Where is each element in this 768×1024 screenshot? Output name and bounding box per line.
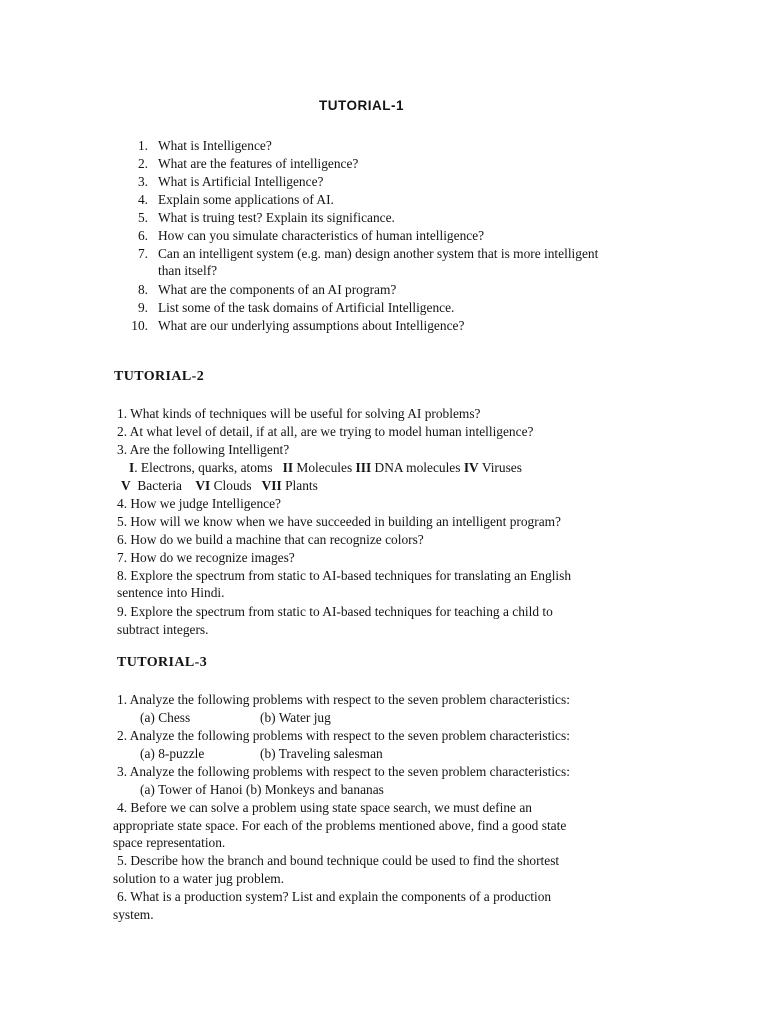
tutorial-2-title: TUTORIAL-2 [114,369,205,384]
t1-item-text: What is Artificial Intelligence? [158,174,324,189]
t2-options-line-1 [129,459,522,476]
t1-item-text: What are the components of an AI program? [158,282,397,297]
t1-item-number: 5. [137,210,148,225]
option-numeral: II [282,460,294,475]
t1-item-text: Explain some applications of AI. [158,192,334,207]
t3-question-2-option-b: (b) Traveling salesman [260,746,383,761]
option-numeral: VII [261,478,282,493]
t1-item-text: What are the features of intelligence? [158,156,359,171]
option-numeral: V [121,478,131,493]
t2-question-6: 6. How do we build a machine that can recognize colors? [117,532,424,547]
t3-question-2-option-a: (a) 8-puzzle [140,746,205,761]
t3-question-4-line-2: appropriate state space. For each of the problems mentioned above, find a good state [113,818,567,833]
t2-question-8-line-2: sentence into Hindi. [117,585,225,600]
t3-question-4-line-3: space representation. [113,835,226,850]
option-text: . Electrons, quarks, atoms [134,460,273,475]
t1-item-text: How can you simulate characteristics of human intelligence? [158,228,485,243]
t3-question-1-option-a: (a) Chess [140,710,191,725]
t1-item-text: List some of the task domains of Artificial Intelligence. [158,300,455,315]
t3-question-3: 3. Analyze the following problems with respect to the seven problem characteristics: [117,764,570,779]
t1-item-number: 3. [137,174,148,189]
t1-item-number: 1. [137,138,148,153]
option-text: Viruses [481,460,522,475]
t2-question-1: 1. What kinds of techniques will be useful for solving AI problems? [117,406,481,421]
t3-question-1: 1. Analyze the following problems with respect to the seven problem characteristics: [117,692,570,707]
t1-item-number: 6. [137,228,148,243]
t1-item-number: 8. [137,282,148,297]
option-numeral: VI [195,478,211,493]
t3-question-5-line-1: 5. Describe how the branch and bound technique could be used to find the shortest [117,853,560,868]
option-text: DNA molecules [374,460,461,475]
t2-question-4: 4. How we judge Intelligence? [117,496,281,511]
option-text: Clouds [213,478,252,493]
t1-item-text: What is truing test? Explain its significance. [158,210,395,225]
t3-question-5-line-2: solution to a water jug problem. [113,871,285,886]
option-numeral: III [355,460,372,475]
option-numeral: IV [463,460,479,475]
tutorial-3-title: TUTORIAL-3 [117,655,208,670]
t2-question-3: 3. Are the following Intelligent? [117,442,290,457]
option-text: Molecules [296,460,353,475]
t1-item-number: 2. [137,156,148,171]
t2-question-7: 7. How do we recognize images? [117,550,295,565]
t1-item-text: than itself? [158,263,218,278]
t3-question-3-options: (a) Tower of Hanoi (b) Monkeys and bananas [140,782,384,797]
t1-item-number: 10. [131,318,148,333]
tutorial-1-title: TUTORIAL-1 [319,98,404,113]
t3-question-6-line-2: system. [113,907,154,922]
t3-question-6-line-1: 6. What is a production system? List and explain the components of a production [117,889,552,904]
t3-question-4-line-1: 4. Before we can solve a problem using state space search, we must define an [117,800,532,815]
option-text: Plants [285,478,318,493]
t2-question-5: 5. How will we know when we have succeeded in building an intelligent program? [117,514,562,529]
t2-options-line-2 [121,477,318,494]
option-text: Bacteria [137,478,182,493]
t1-item-number: 4. [137,192,148,207]
t3-question-1-option-b: (b) Water jug [260,710,331,725]
t1-item-number: 7. [137,246,148,261]
t3-question-2: 2. Analyze the following problems with respect to the seven problem characteristics: [117,728,570,743]
t2-question-9-line-1: 9. Explore the spectrum from static to AI-based techniques for teaching a child to [117,604,553,619]
option-numeral: I [129,460,135,475]
t2-question-2: 2. At what level of detail, if at all, are we trying to model human intelligence? [117,424,534,439]
t1-item-number: 9. [137,300,148,315]
t1-item-text: Can an intelligent system (e.g. man) design another system that is more intelligent [158,246,599,261]
t2-question-9-line-2: subtract integers. [117,622,209,637]
t1-item-text: What is Intelligence? [158,138,272,153]
t2-question-8-line-1: 8. Explore the spectrum from static to AI-based techniques for translating an English [117,568,572,583]
t1-item-text: What are our underlying assumptions about Intelligence? [158,318,465,333]
